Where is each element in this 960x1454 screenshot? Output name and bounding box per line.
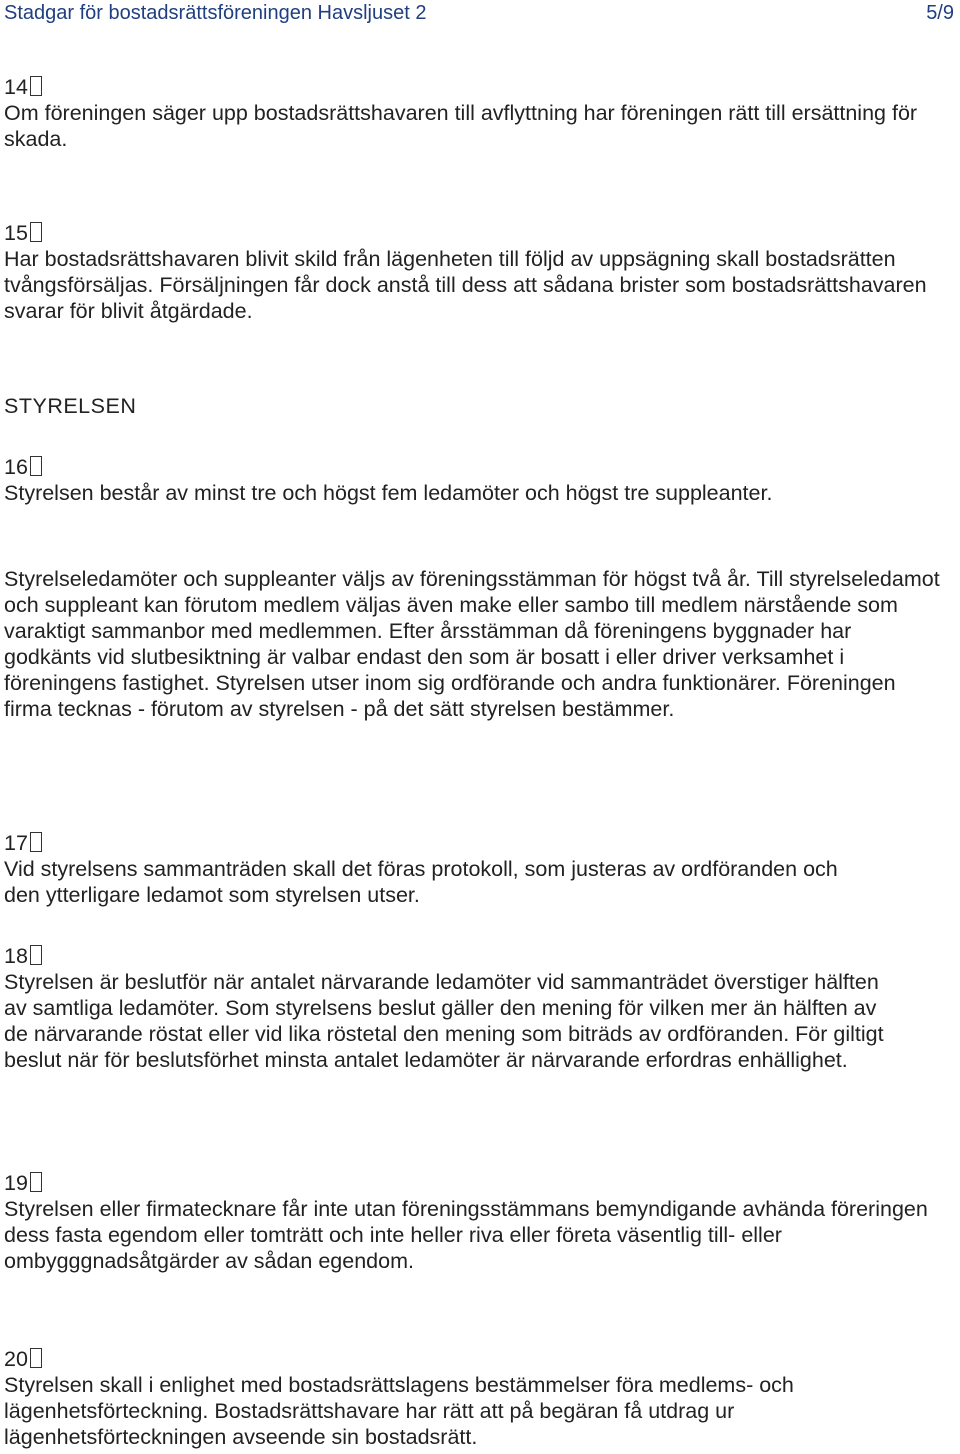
section-text: Styrelsen skall i enlighet med bostadsrättslagens bestämmelser föra medlems- och lägenhetsförteckning. Bostadsrättshavare har rätt att på begäran få utdrag ur lägenhetsförteckningen avseende sin bostadsrätt. bbox=[4, 1373, 794, 1449]
page-number: 5/9 bbox=[926, 2, 954, 24]
section-17 bbox=[4, 830, 954, 908]
missing-glyph-icon bbox=[30, 945, 42, 965]
section-16-continued bbox=[4, 566, 954, 722]
section-18 bbox=[4, 943, 954, 1073]
section-15 bbox=[4, 220, 954, 324]
section-text: Styrelsen består av minst tre och högst fem ledamöter och högst tre suppleanter. bbox=[4, 481, 773, 505]
missing-glyph-icon bbox=[30, 1172, 42, 1192]
section-text: Styrelsen är beslutför när antalet närvarande ledamöter vid sammanträdet överstiger hälften av samtliga ledamöter. Som styrelsens beslut gäller den mening för vilken mer än hälften av de närvarande röstat eller vid lika röstetal den mening som biträds av ordföranden. För giltigt beslut när för beslutsförhet minsta antalet ledamöter är närvarande erfordras enhällighet. bbox=[4, 970, 884, 1072]
section-number: 18 bbox=[4, 944, 28, 968]
missing-glyph-icon bbox=[30, 76, 42, 96]
section-text: Har bostadsrättshavaren blivit skild från lägenheten till följd av uppsägning skall bostadsrätten tvångsförsäljas. Försäljningen får dock anstå till dess att sådana brister som bostadsrättshavaren svarar för blivit åtgärdade. bbox=[4, 247, 927, 323]
section-20 bbox=[4, 1346, 954, 1450]
section-16 bbox=[4, 454, 954, 506]
section-number: 16 bbox=[4, 455, 28, 479]
section-14 bbox=[4, 74, 954, 152]
section-number: 17 bbox=[4, 831, 28, 855]
section-number: 20 bbox=[4, 1347, 28, 1371]
section-number: 19 bbox=[4, 1171, 28, 1195]
section-19 bbox=[4, 1170, 954, 1274]
section-text: Vid styrelsens sammanträden skall det föras protokoll, som justeras av ordföranden och den ytterligare ledamot som styrelsen utser. bbox=[4, 857, 838, 907]
section-text: Styrelseledamöter och suppleanter väljs av föreningsstämman för högst två år. Till styrelseledamot och suppleant kan förutom medlem väljas även make eller sambo till medlem närstående som varaktigt sammanbor med medlemmen. Efter årsstämman då föreningens byggnader har godkänts vid slutbesiktning är valbar endast den som är bosatt i eller driver verksamhet i föreningens fastighet. Styrelsen utser inom sig ordförande och andra funktionärer. Föreningen firma tecknas - förutom av styrelsen - på det sätt styrelsen bestämmer. bbox=[4, 567, 940, 721]
missing-glyph-icon bbox=[30, 222, 42, 242]
section-number: 14 bbox=[4, 75, 28, 99]
section-number: 15 bbox=[4, 221, 28, 245]
page-header bbox=[0, 0, 960, 30]
heading-styrelsen: STYRELSEN bbox=[4, 394, 137, 418]
missing-glyph-icon bbox=[30, 1348, 42, 1368]
section-text: Om föreningen säger upp bostadsrättshavaren till avflyttning har föreningen rätt till ersättning för skada. bbox=[4, 101, 918, 151]
missing-glyph-icon bbox=[30, 456, 42, 476]
section-text: Styrelsen eller firmatecknare får inte utan föreningsstämmans bemyndigande avhända föreringen dess fasta egendom eller tomträtt och inte heller riva eller företa väsentlig till- eller ombygggnadsåtgärder av sådan egendom. bbox=[4, 1197, 928, 1273]
missing-glyph-icon bbox=[30, 832, 42, 852]
document-title: Stadgar för bostadsrättsföreningen Havsljuset 2 bbox=[4, 2, 427, 24]
